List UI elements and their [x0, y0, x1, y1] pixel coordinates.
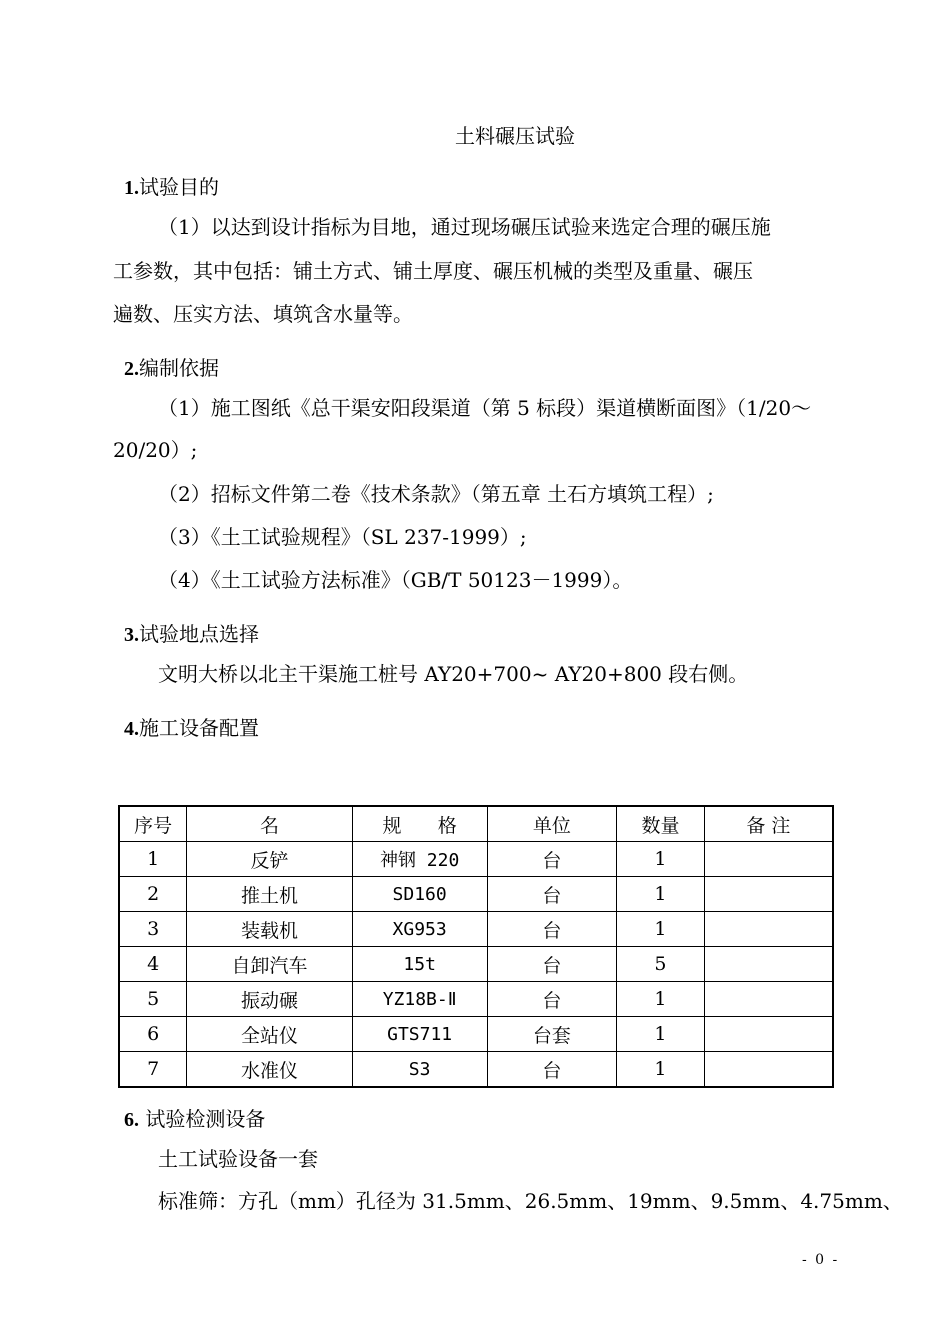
section-6-text: 土工试验设备一套 [158, 1147, 318, 1171]
table-cell: GTS711 [352, 1017, 487, 1052]
table-cell: 1 [617, 982, 705, 1017]
table-cell: 台 [487, 1052, 617, 1088]
table-cell: 4 [119, 947, 187, 982]
table-cell: 反铲 [187, 842, 352, 877]
section-1-paragraph-line: 工参数，其中包括：铺土方式、铺土厚度、碾压机械的类型及重量、碾压 [113, 259, 753, 283]
table-cell: S3 [352, 1052, 487, 1088]
section-4-title: 施工设备配置 [139, 716, 259, 740]
table-cell [704, 912, 833, 947]
table-cell: 振动碾 [187, 982, 352, 1017]
table-header-cell: 规 格 [352, 806, 487, 842]
table-cell: SD160 [352, 877, 487, 912]
table-row [119, 982, 833, 1017]
section-1-paragraph-line: （1）以达到设计指标为目地，通过现场碾压试验来选定合理的碾压施 [158, 215, 771, 239]
reference-item: （3）《土工试验规程》（SL 237-1999）; [158, 525, 527, 549]
section-4-heading [124, 716, 259, 741]
section-2-number: 2. [124, 358, 139, 380]
table-header-cell: 备 注 [704, 806, 833, 842]
table-cell: 1 [617, 912, 705, 947]
section-2-title: 编制依据 [139, 356, 219, 380]
table-cell: 装载机 [187, 912, 352, 947]
table-cell: 全站仪 [187, 1017, 352, 1052]
table-cell: 台 [487, 982, 617, 1017]
section-2-heading [124, 356, 219, 381]
reference-item-continued: 20/20）; [113, 438, 198, 462]
table-header-cell: 单位 [487, 806, 617, 842]
table-row [119, 1017, 833, 1052]
table-cell: 7 [119, 1052, 187, 1088]
section-6-text: 标准筛：方孔（mm）孔径为 31.5mm、26.5mm、19mm、9.5mm、4.75mm、 [158, 1189, 903, 1213]
table-cell: 1 [617, 1017, 705, 1052]
table-cell [704, 947, 833, 982]
table-cell: 神钢 220 [352, 842, 487, 877]
section-3-number: 3. [124, 624, 139, 646]
section-6-heading [124, 1107, 265, 1132]
section-6-title: 试验检测设备 [139, 1107, 266, 1131]
table-cell: 1 [617, 1052, 705, 1088]
table-cell [704, 842, 833, 877]
table-cell: 台 [487, 877, 617, 912]
section-1-heading [124, 175, 219, 200]
table-cell: 台 [487, 912, 617, 947]
table-cell: 1 [617, 842, 705, 877]
section-1-paragraph-line: 遍数、压实方法、填筑含水量等。 [113, 302, 413, 326]
table-cell: YZ18B-Ⅱ [352, 982, 487, 1017]
table-cell: 水准仪 [187, 1052, 352, 1088]
reference-item: （4）《土工试验方法标准》（GB/T 50123－1999）。 [158, 568, 633, 592]
table-row [119, 1052, 833, 1088]
section-6-number: 6. [124, 1109, 139, 1131]
section-4-number: 4. [124, 718, 139, 740]
table-row [119, 877, 833, 912]
table-cell: XG953 [352, 912, 487, 947]
document-title: 土料碾压试验 [455, 124, 575, 148]
table-cell: 台套 [487, 1017, 617, 1052]
table-header-row [119, 806, 833, 842]
table-header-cell: 序号 [119, 806, 187, 842]
reference-item: （1）施工图纸《总干渠安阳段渠道（第 5 标段）渠道横断面图》（1/20～ [158, 396, 812, 420]
table-cell [704, 1017, 833, 1052]
table-cell: 5 [617, 947, 705, 982]
table-header-cell: 名 [187, 806, 352, 842]
table-row [119, 947, 833, 982]
table-cell: 1 [617, 877, 705, 912]
table-row [119, 912, 833, 947]
section-1-number: 1. [124, 177, 139, 199]
section-3-heading [124, 622, 259, 647]
table-cell [704, 877, 833, 912]
table-row [119, 842, 833, 877]
table-cell: 台 [487, 842, 617, 877]
reference-item: （2）招标文件第二卷《技术条款》（第五章 土石方填筑工程）; [158, 482, 714, 506]
table-cell: 3 [119, 912, 187, 947]
table-cell: 6 [119, 1017, 187, 1052]
table-cell: 2 [119, 877, 187, 912]
table-cell: 台 [487, 947, 617, 982]
page-number: - 0 - [802, 1252, 840, 1268]
table-cell: 自卸汽车 [187, 947, 352, 982]
table-cell: 15t [352, 947, 487, 982]
section-3-title: 试验地点选择 [139, 622, 259, 646]
equipment-table [118, 805, 834, 1088]
table-cell [704, 982, 833, 1017]
table-header-cell: 数量 [617, 806, 705, 842]
table-cell: 5 [119, 982, 187, 1017]
table-cell: 推土机 [187, 877, 352, 912]
table-cell: 1 [119, 842, 187, 877]
section-3-text: 文明大桥以北主干渠施工桩号 AY20+700~ AY20+800 段右侧。 [158, 662, 749, 686]
section-1-title: 试验目的 [139, 175, 219, 199]
table-cell [704, 1052, 833, 1088]
